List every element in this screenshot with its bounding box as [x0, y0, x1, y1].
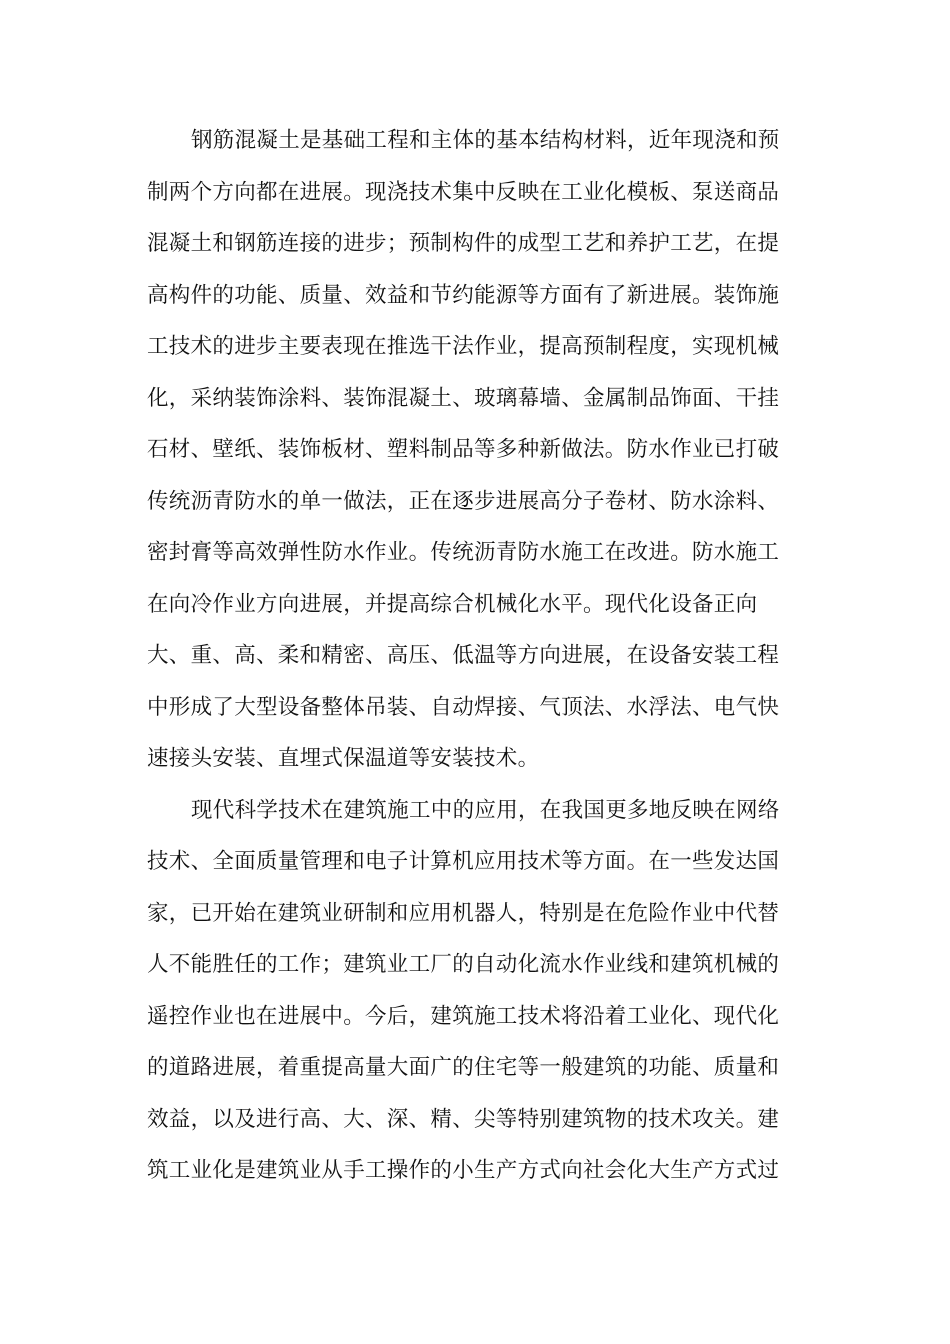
text-line: 工技术的进步主要表现在推选干法作业，提高预制程度，实现机械: [147, 334, 780, 359]
paragraph-1: [147, 115, 807, 785]
text-line: 的道路进展，着重提高量大面广的住宅等一般建筑的功能、质量和: [147, 1055, 780, 1080]
text-line: 家，已开始在建筑业研制和应用机器人，特别是在危险作业中代替: [147, 900, 780, 926]
text-line: 筑工业化是建筑业从手工操作的小生产方式向社会化大生产方式过: [147, 1158, 780, 1183]
text-line: 遥控作业也在进展中。今后，建筑施工技术将沿着工业化、现代化: [147, 1003, 780, 1029]
text-line: 化，采纳装饰涂料、装饰混凝土、玻璃幕墙、金属制品饰面、干挂: [147, 385, 780, 411]
text-line: 技术、全面质量管理和电子计算机应用技术等方面。在一些发达国: [147, 849, 780, 874]
text-line: 现代科学技术在建筑施工中的应用，在我国更多地反映在网络: [191, 797, 780, 823]
text-line: 效益，以及进行高、大、深、精、尖等特别建筑物的技术攻关。建: [147, 1106, 780, 1132]
text-line: 中形成了大型设备整体吊装、自动焊接、气顶法、水浮法、电气快: [147, 694, 780, 720]
document-body: [147, 115, 807, 1197]
text-line: 高构件的功能、质量、效益和节约能源等方面有了新进展。装饰施: [147, 282, 780, 308]
text-line: 制两个方向都在进展。现浇技术集中反映在工业化模板、泵送商品: [147, 179, 780, 205]
text-line: 混凝土和钢筋连接的进步；预制构件的成型工艺和养护工艺，在提: [147, 231, 780, 256]
text-line: 大、重、高、柔和精密、高压、低温等方向进展，在设备安装工程: [147, 643, 780, 668]
text-line: 传统沥青防水的单一做法，正在逐步进展高分子卷材、防水涂料、: [147, 488, 780, 514]
text-line: 人不能胜任的工作；建筑业工厂的自动化流水作业线和建筑机械的: [147, 952, 780, 977]
text-line: 在向冷作业方向进展，并提高综合机械化水平。现代化设备正向: [147, 591, 758, 617]
text-line: 密封膏等高效弹性防水作业。传统沥青防水施工在改进。防水施工: [147, 540, 780, 565]
text-line: 钢筋混凝土是基础工程和主体的基本结构材料，近年现浇和预: [191, 128, 780, 153]
text-line: 速接头安装、直埋式保温道等安装技术。: [147, 746, 540, 771]
paragraph-2: [147, 785, 807, 1197]
text-line: 石材、壁纸、装饰板材、塑料制品等多种新做法。防水作业已打破: [147, 437, 780, 462]
